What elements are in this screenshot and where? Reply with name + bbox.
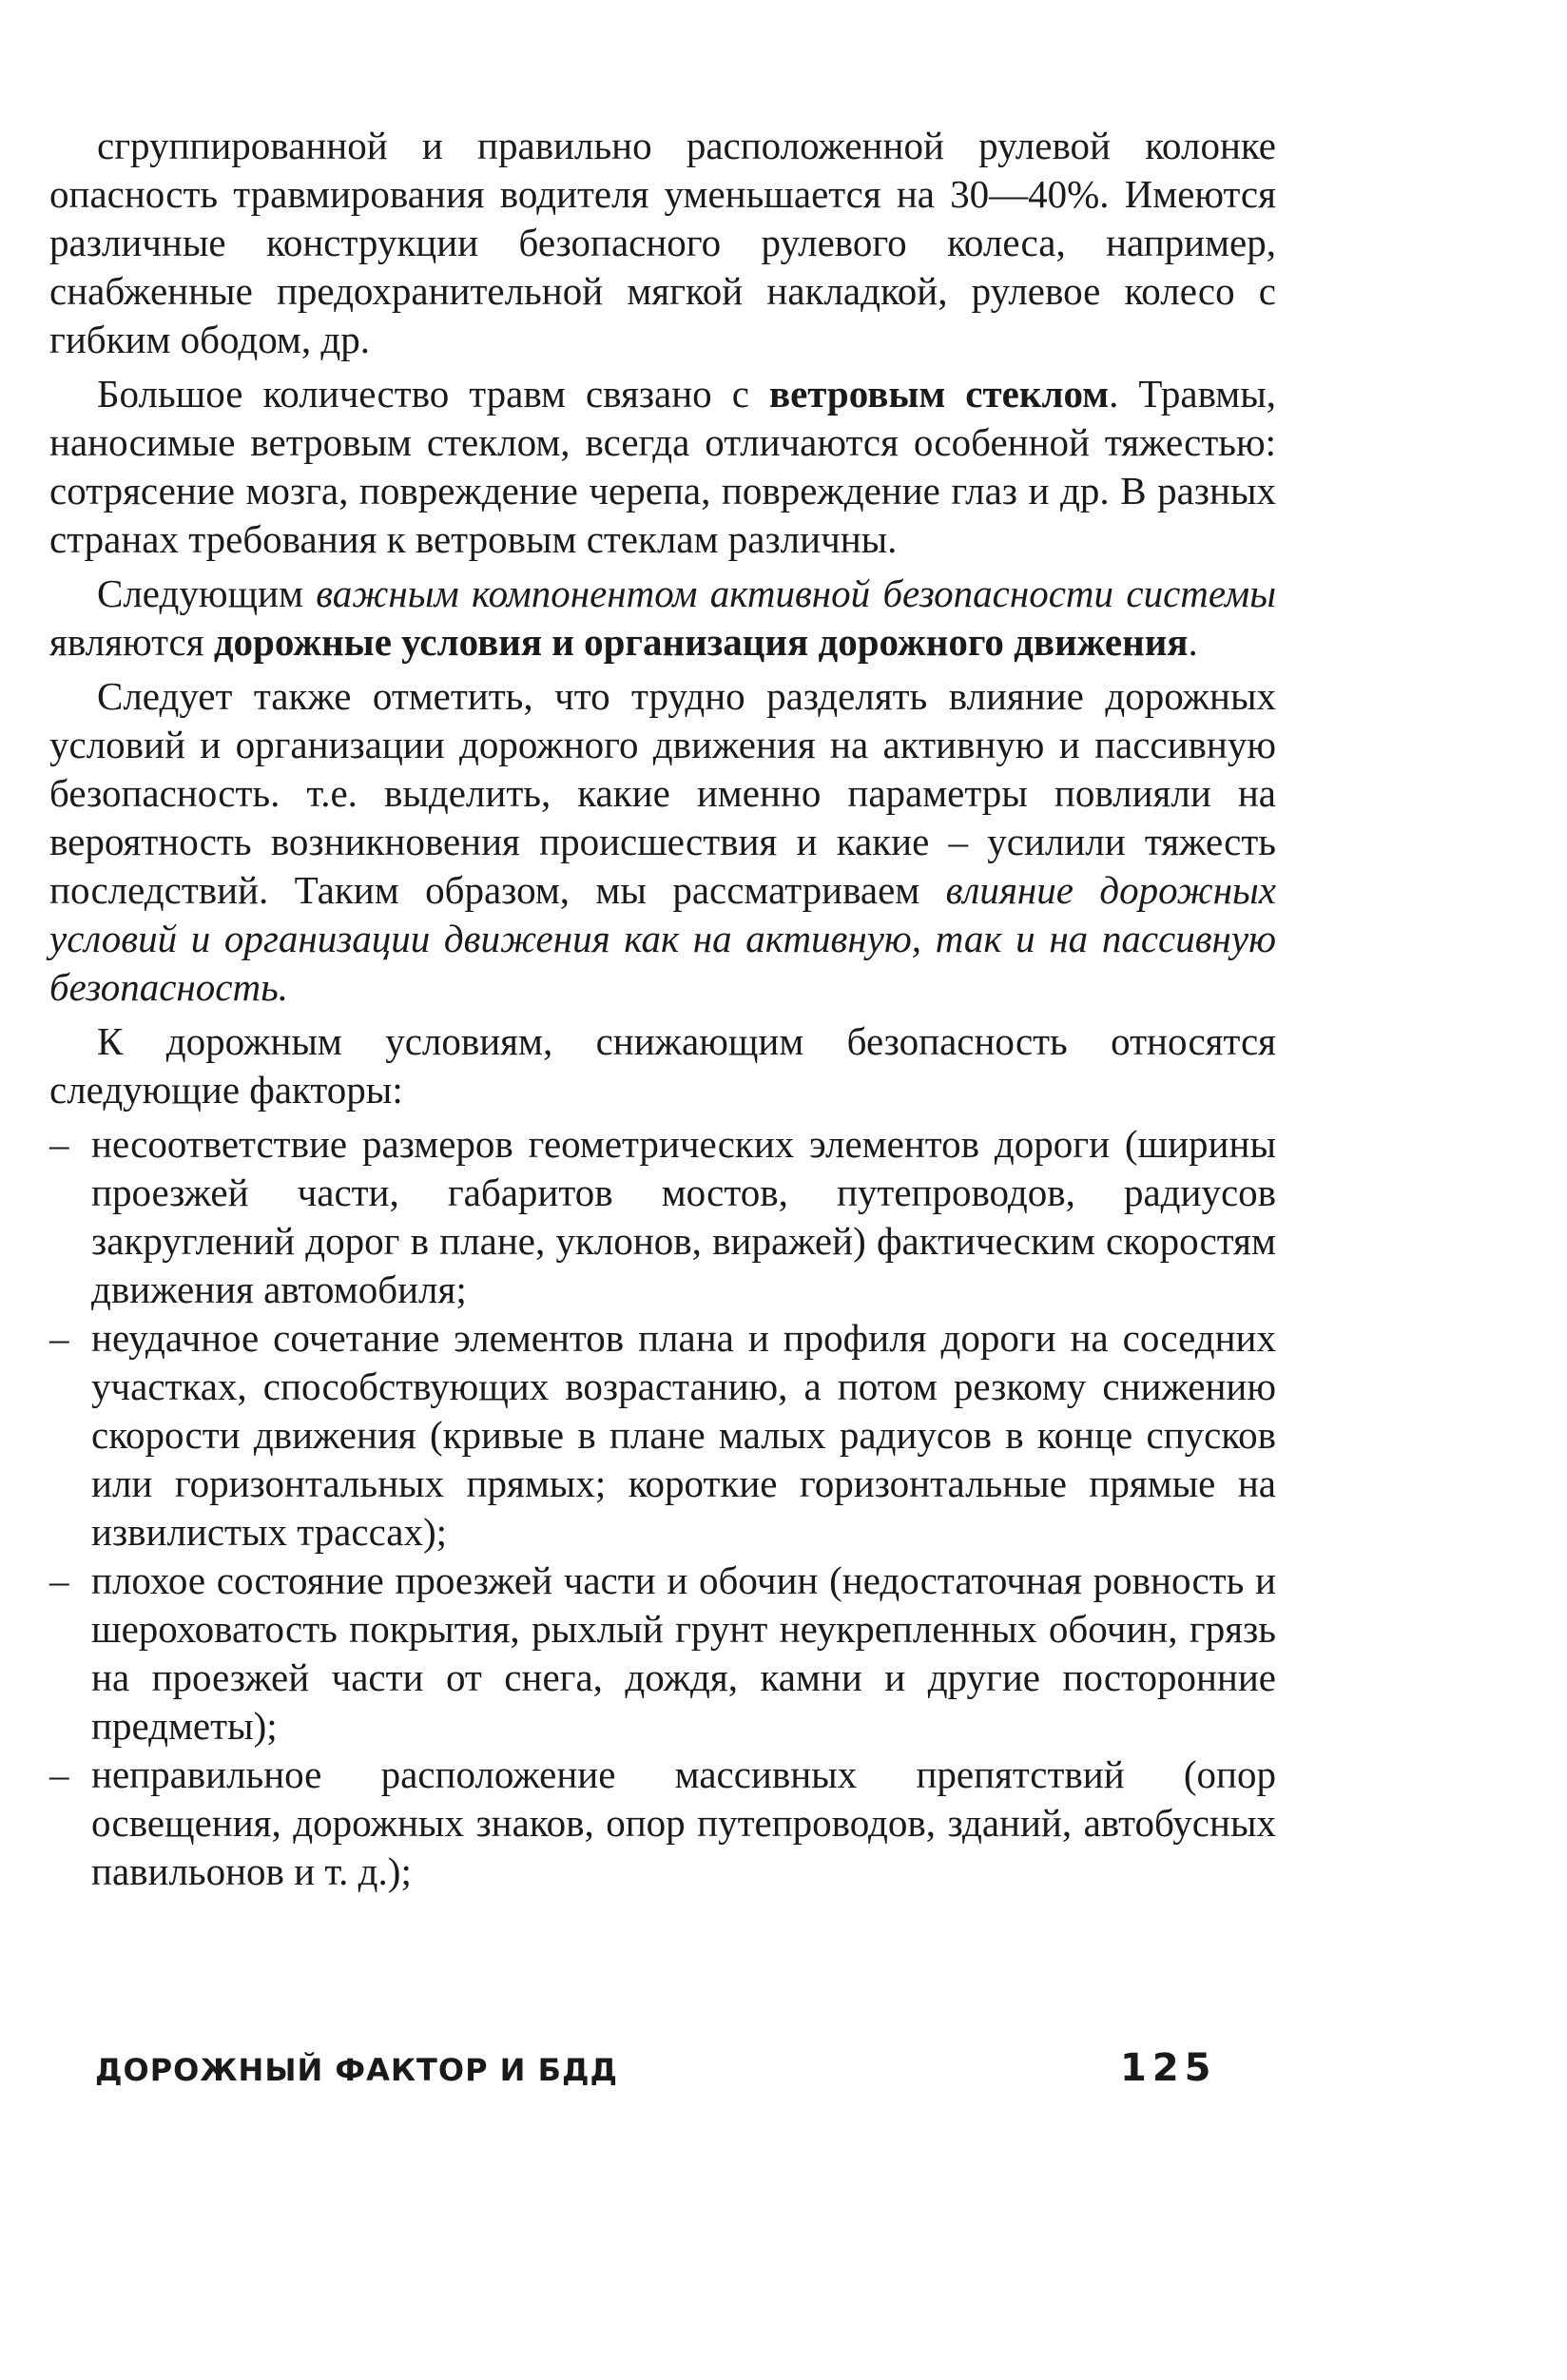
- list-item-text: неудачное сочетание элементов плана и профиля дороги на соседних участках, способствующих возрастанию, а потом резкому снижению скорости движения (кривые в плане малых радиусов в конце спусков или горизонтальных прямых; короткие горизонтальные прямые на извилистых трассах);: [91, 1316, 1276, 1554]
- running-title: ДОРОЖНЫЙ ФАКТОР И БДД: [95, 2052, 618, 2088]
- paragraph-text: Большое количество травм связано с: [97, 372, 769, 416]
- paragraph-text: Следует также отметить, что трудно разделять влияние дорожных условий и организации дорожного движения на активную и пассивную безопасность. т.е. выделить, какие именно параметры повлияли на вероятность возникновения происшествия и какие – усилили тяжесть последствий. Таким образом, мы рассматриваем: [49, 674, 1276, 912]
- list-item: [49, 1120, 1276, 1314]
- bold-term-road-conditions: дорожные условия и организация дорожного движения: [213, 620, 1189, 664]
- list-item-text: неправильное расположение массивных препятствий (опор освещения, дорожных знаков, опор путепроводов, зданий, автобусных павильонов и т. д.);: [91, 1752, 1276, 1893]
- list-item-text: несоответствие размеров геометрических элементов дороги (ширины проезжей части, габаритов мостов, путепроводов, радиусов закруглений дорог в плане, уклонов, виражей) фактическим скоростям движения автомобиля;: [91, 1122, 1276, 1311]
- page-footer: [95, 2046, 1217, 2094]
- list-item: [49, 1751, 1276, 1896]
- list-dash: –: [49, 1558, 69, 1602]
- paragraph-active-passive: [49, 672, 1276, 1012]
- list-item: [49, 1314, 1276, 1557]
- paragraph-text: . Травмы, наносимые ветровым стеклом, всегда отличаются особенной тяжестью: сотрясение мозга, повреждение черепа, повреждение глаз и др. В разных странах требования к ветровым стеклам различны.: [49, 372, 1276, 561]
- paragraph-text: сгруппированной и правильно расположенной рулевой колонке опасность травмирования водителя уменьшается на 30—40%. Имеются различные конструкции безопасного рулевого колеса, например, снабженные предохранительной мягкой накладкой, рулевое колесо с гибким ободом, др.: [49, 124, 1276, 361]
- paragraph-steering-column: [49, 122, 1276, 364]
- paragraph-text: являются: [49, 620, 214, 664]
- paragraph-text: Следующим: [97, 571, 317, 615]
- paragraph-text: К дорожным условиям, снижающим безопасность относятся следующие факторы:: [49, 1019, 1276, 1112]
- paragraph-factors-intro: [49, 1017, 1276, 1114]
- italic-phrase: важным компонентом активной безопасности системы: [316, 571, 1276, 615]
- bold-term-windshield: ветровым стеклом: [768, 372, 1110, 416]
- paragraph-text: .: [1188, 620, 1198, 664]
- italic-phrase: влияние дорожных условий и организации движения как на активную, так и на пассивную безопасность.: [49, 868, 1276, 1009]
- list-dash: –: [49, 1752, 69, 1796]
- list-dash: –: [49, 1122, 69, 1166]
- list-dash: –: [49, 1316, 69, 1360]
- page-body: [49, 122, 1276, 1896]
- page-number: 125: [1120, 2046, 1217, 2090]
- paragraph-road-conditions: [49, 570, 1276, 667]
- paragraph-windshield: [49, 370, 1276, 564]
- list-item-text: плохое состояние проезжей части и обочин (недостаточная ровность и шероховатость покрытия, рыхлый грунт неукрепленных обочин, грязь на проезжей части от снега, дождя, камни и другие посторонние предметы);: [91, 1558, 1276, 1748]
- factors-list: [49, 1120, 1276, 1896]
- list-item: [49, 1557, 1276, 1751]
